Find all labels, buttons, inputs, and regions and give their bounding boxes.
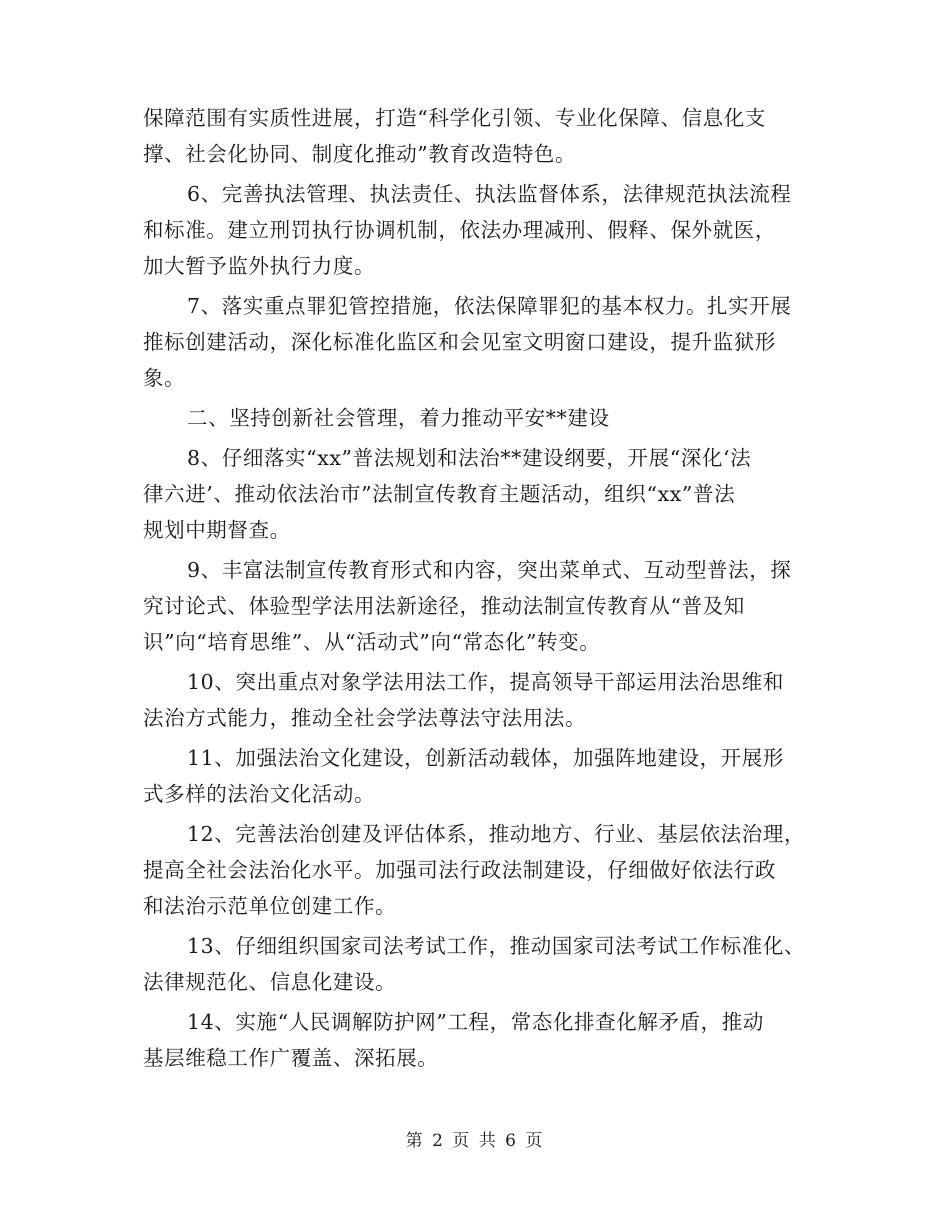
- text-line: 12、完善法治创建及评估体系，推动地方、行业、基层依法治理，: [187, 822, 806, 846]
- text-line: 13、仔细组织国家司法考试工作，推动国家司法考试工作标准化、: [187, 934, 806, 958]
- section-heading: 二、坚持创新社会管理，着力推动平安**建设: [187, 406, 610, 430]
- text-line: 保障范围有实质性进展，打造“科学化引领、专业化保障、信息化支: [143, 106, 766, 130]
- text-line: 式多样的法治文化活动。: [143, 782, 376, 806]
- text-line: 7、落实重点罪犯管控措施，依法保障罪犯的基本权力。扎实开展: [187, 294, 792, 318]
- text-line: 加大暂予监外执行力度。: [143, 254, 376, 278]
- text-line: 14、实施“人民调解防护网”工程，常态化排查化解矛盾，推动: [187, 1010, 764, 1034]
- text-line: 规划中期督查。: [143, 518, 291, 542]
- text-line: 和标准。建立刑罚执行协调机制，依法办理减刑、假释、保外就医，: [143, 218, 776, 242]
- text-line: 和法治示范单位创建工作。: [143, 894, 397, 918]
- text-line: 撑、社会化协同、制度化推动”教育改造特色。: [143, 142, 577, 166]
- text-line: 10、突出重点对象学法用法工作，提高领导干部运用法治思维和: [187, 670, 784, 694]
- text-line: 11、加强法治文化建设，创新活动载体，加强阵地建设，开展形: [187, 746, 784, 770]
- text-line: 象。: [143, 366, 186, 390]
- text-line: 8、仔细落实“xx”普法规划和法治**建设纲要，开展“深化‘法: [187, 446, 752, 470]
- text-line: 提高全社会法治化水平。加强司法行政法制建设，仔细做好依法行政: [143, 858, 776, 882]
- text-line: 基层维稳工作广覆盖、深拓展。: [143, 1046, 439, 1070]
- text-line: 究讨论式、体验型学法用法新途径，推动法制宣传教育从“普及知: [143, 594, 745, 618]
- text-line: 识”向“培育思维”、从“活动式”向“常态化”转变。: [143, 630, 601, 654]
- text-line: 律六进’、推动依法治市”法制宣传教育主题活动，组织“xx”普法: [143, 482, 736, 506]
- text-line: 法治方式能力，推动全社会学法尊法守法用法。: [143, 706, 587, 730]
- text-line: 6、完善执法管理、执法责任、执法监督体系，法律规范执法流程: [187, 182, 792, 206]
- page-number-footer: 第 2 页 共 6 页: [405, 1131, 545, 1151]
- text-line: 推标创建活动，深化标准化监区和会见室文明窗口建设，提升监狱形: [143, 330, 776, 354]
- document-body: [143, 100, 811, 1076]
- text-line: 法律规范化、信息化建设。: [143, 970, 397, 994]
- text-line: 9、丰富法制宣传教育形式和内容，突出菜单式、互动型普法，探: [187, 558, 792, 582]
